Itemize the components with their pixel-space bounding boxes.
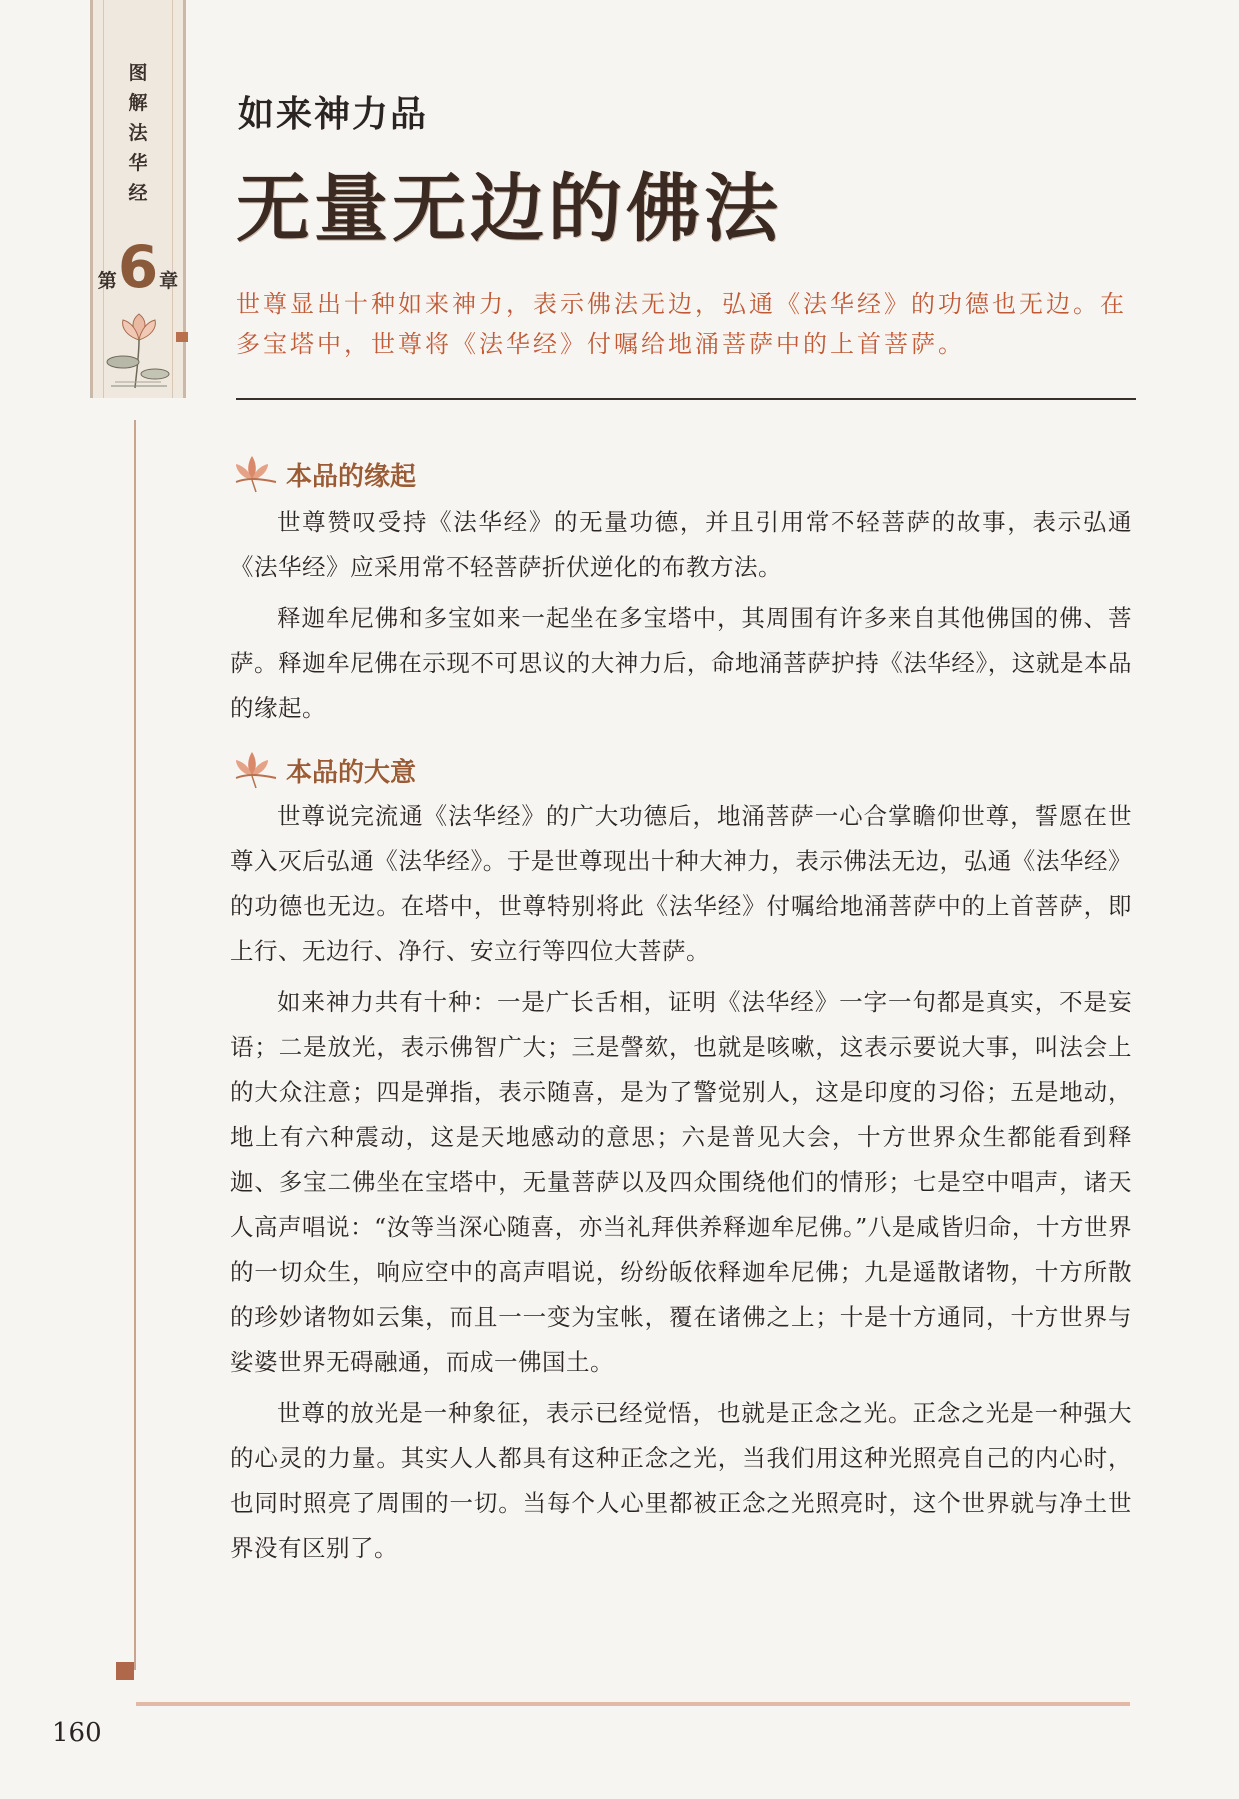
page-number: 160 <box>52 1718 102 1748</box>
section-heading-text: 本品的大意 <box>286 757 417 788</box>
footer-rule <box>136 1702 1130 1706</box>
paragraph: 释迦牟尼佛和多宝如来一起坐在多宝塔中，其周围有许多来自其他佛国的佛、菩萨。释迦牟尼佛在示现不可思议的大神力后，命地涌菩萨护持《法华经》，这就是本品的缘起。 <box>230 604 1132 722</box>
lotus-flower-icon <box>232 454 282 494</box>
section-heading-text: 本品的缘起 <box>286 461 417 492</box>
lotus-plant-icon <box>101 310 177 390</box>
paragraph: 世尊说完流通《法华经》的广大功德后，地涌菩萨一心合掌瞻仰世尊，誓愿在世尊入灭后弘通《法华经》。于是世尊现出十种大神力，表示佛法无边，弘通《法华经》的功德也无边。在塔中，世尊特别将此《法华经》付嘱给地涌菩萨中的上首菩萨，即上行、无边行、净行、安立行等四位大菩萨。 <box>230 802 1132 965</box>
chapter-label <box>95 233 181 301</box>
book-title-char: 经 <box>128 182 148 204</box>
pre-title: 如来神力品 <box>238 93 429 135</box>
tab-marker <box>176 332 188 342</box>
paragraph: 世尊赞叹受持《法华经》的无量功德，并且引用常不轻菩萨的故事，表示弘通《法华经》应采用常不轻菩萨折伏逆化的布教方法。 <box>230 508 1132 581</box>
book-title-char: 解 <box>128 92 148 114</box>
chapter-suffix: 章 <box>159 270 179 292</box>
title-divider <box>236 398 1136 400</box>
paragraph: 世尊的放光是一种象征，表示已经觉悟，也就是正念之光。正念之光是一种强大的心灵的力量。其实人人都具有这种正念之光，当我们用这种光照亮自己的内心时，也同时照亮了周围的一切。当每个人心里都被正念之光照亮时，这个世界就与净土世界没有区别了。 <box>230 1399 1132 1562</box>
main-title: 无量无边的佛法 <box>236 166 782 252</box>
chapter-number: 6 <box>117 233 159 301</box>
chapter-prefix: 第 <box>97 270 117 292</box>
chapter-tab <box>90 0 186 398</box>
book-title-char: 法 <box>128 122 148 144</box>
lotus-flower-icon <box>232 750 282 790</box>
chapter-summary: 世尊显出十种如来神力，表示佛法无边，弘通《法华经》的功德也无边。在多宝塔中，世尊将《法华经》付嘱给地涌菩萨中的上首菩萨。 <box>236 290 1127 358</box>
book-title-char: 华 <box>128 152 148 174</box>
section-heading-origin <box>232 454 416 494</box>
section-body-origin <box>230 500 1132 731</box>
section-heading-meaning <box>232 750 416 790</box>
book-title-char: 图 <box>128 62 148 84</box>
book-title-vertical <box>93 58 183 208</box>
section-body-meaning <box>230 794 1132 1571</box>
side-square <box>116 1662 134 1680</box>
side-rule <box>134 420 136 1670</box>
paragraph: 如来神力共有十种：一是广长舌相，证明《法华经》一字一句都是真实，不是妄语；二是放光，表示佛智广大；三是謦欬，也就是咳嗽，这表示要说大事，叫法会上的大众注意；四是弹指，表示随喜，是为了警觉别人，这是印度的习俗；五是地动，地上有六种震动，这是天地感动的意思；六是普见大会，十方世界众生都能看到释迦、多宝二佛坐在宝塔中，无量菩萨以及四众围绕他们的情形；七是空中唱声，诸天人高声唱说：“汝等当深心随喜，亦当礼拜供养释迦牟尼佛。”八是咸皆归命，十方世界的一切众生，响应空中的高声唱说，纷纷皈依释迦牟尼佛；九是遥散诸物，十方所散的珍妙诸物如云集，而且一一变为宝帐，覆在诸佛之上；十是十方通同，十方世界与娑婆世界无碍融通，而成一佛国土。 <box>230 988 1132 1376</box>
